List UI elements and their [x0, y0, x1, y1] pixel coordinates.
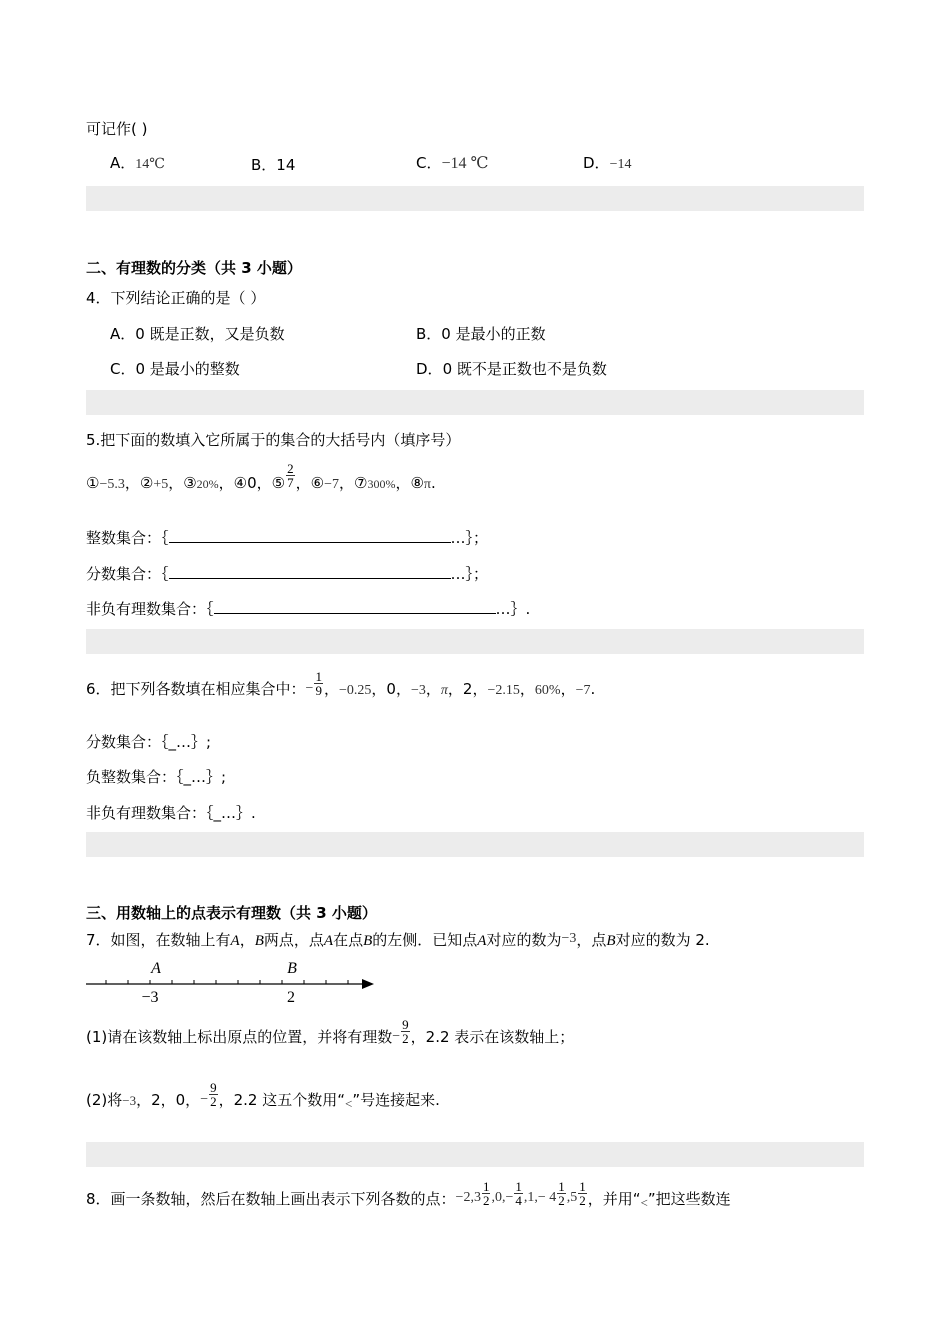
number: −0.25 — [338, 683, 372, 698]
fraction-denominator: 2 — [402, 1031, 409, 1046]
set-tail: …｝. — [495, 600, 531, 618]
q6-set-nonnegative — [86, 802, 256, 823]
option-letter: D． — [416, 360, 443, 378]
item-mark: ，③ — [168, 474, 197, 492]
item-value: π — [423, 477, 431, 492]
fraction-numerator: 1 — [579, 1179, 586, 1194]
q3-option-c — [416, 152, 488, 173]
number-list: ,0,− — [491, 1190, 514, 1205]
answer-area — [86, 186, 864, 211]
less-than-symbol: < — [345, 1096, 353, 1111]
set-tail[interactable]: _…｝. — [213, 804, 256, 822]
q7-stem — [86, 929, 710, 950]
stem-text: ，并用“ — [587, 1190, 641, 1208]
stem-text: 7．如图，在数轴上有 — [86, 931, 231, 949]
fraction-denominator: 2 — [210, 1094, 217, 1109]
item-value: 300% — [367, 477, 396, 491]
option-text: 14℃ — [135, 157, 165, 172]
point-b-label: B — [287, 960, 297, 977]
answer-area — [86, 629, 864, 654]
stem-text: 的左侧．已知点 — [372, 931, 478, 949]
item-mark: ，⑦ — [338, 474, 368, 492]
set-label: 非负有理数集合：｛ — [86, 600, 214, 618]
point-label: A — [477, 933, 487, 949]
separator: ， — [239, 931, 255, 949]
tick-label-b: 2 — [287, 989, 295, 1006]
q7-part2: (2)将−3，2，0，− $\frac{9}{2}$ ，2.2 这五个数用“<”号连接起来. — [86, 1080, 440, 1111]
fill-blank[interactable] — [169, 564, 451, 579]
answer-area — [86, 832, 864, 857]
fraction — [401, 1018, 410, 1045]
stem-text: ”把这些数连 — [647, 1190, 731, 1208]
fraction-denominator: 4 — [515, 1193, 522, 1208]
fraction — [209, 1081, 218, 1108]
q4-option-c — [110, 358, 240, 379]
option-letter: B． — [416, 325, 442, 343]
period: . — [430, 474, 436, 492]
separator: ， — [447, 680, 463, 698]
item-mark: ① — [86, 474, 100, 492]
option-text: 14 — [276, 156, 296, 174]
item-mark: ，② — [124, 474, 154, 492]
fraction — [482, 1180, 491, 1207]
separator: ， — [519, 680, 535, 698]
stem-text: ，点 — [576, 931, 607, 949]
stem-text: ，2，0， — [136, 1091, 201, 1109]
stem-text: 8．画一条数轴，然后在数轴上画出表示下列各数的点： — [86, 1190, 456, 1208]
stem-text: (2)将 — [86, 1091, 123, 1109]
fill-blank[interactable] — [214, 599, 496, 614]
item-mark: ，④ — [218, 474, 248, 492]
q4-stem: 4．下列结论正确的是（ ） — [86, 289, 266, 307]
q3-stem-tail: 可记作( ) — [86, 120, 148, 138]
number: −7 — [575, 683, 591, 698]
fraction-denominator: 2 — [482, 1193, 490, 1208]
stem-text: ”号连接起来. — [352, 1091, 440, 1109]
set-tail[interactable]: _…｝; — [183, 768, 227, 786]
fill-blank[interactable] — [169, 528, 451, 543]
separator: ， — [472, 680, 488, 698]
answer-area — [86, 390, 864, 415]
tick-label-a: −3 — [141, 989, 159, 1006]
option-text: 0 是最小的正数 — [441, 325, 546, 343]
item-value: 20% — [196, 477, 219, 491]
fraction-numerator: 1 — [558, 1179, 565, 1194]
item-value: −5.3 — [99, 477, 125, 492]
point-label: A — [230, 933, 240, 949]
fraction-numerator: 2 — [287, 461, 294, 476]
q6-set-negative-integers — [86, 766, 226, 787]
set-tail[interactable]: _…｝; — [168, 733, 212, 751]
fraction — [314, 670, 323, 697]
q6-set-fractions — [86, 731, 211, 752]
fraction — [557, 1180, 566, 1207]
separator: ， — [371, 680, 387, 698]
point-label: A — [323, 933, 334, 949]
stem-text: 对应的数为 — [486, 931, 562, 949]
number: 2 — [462, 680, 473, 698]
q3-option-d — [583, 152, 631, 173]
stem-text: ，2.2 表示在该数轴上； — [410, 1028, 575, 1046]
number-list: ,5 — [566, 1190, 578, 1205]
fraction-denominator: 7 — [287, 475, 294, 490]
number: 0 — [386, 680, 396, 698]
fraction — [286, 462, 295, 489]
q4-option-d — [416, 358, 607, 379]
option-text: −14 — [609, 157, 632, 172]
stem-text: 对应的数为 2. — [615, 931, 710, 949]
stem-text: 6．把下列各数填在相应集合中： — [86, 680, 306, 698]
fraction — [578, 1180, 587, 1207]
point-label: B — [363, 933, 373, 949]
fraction-denominator: 9 — [315, 683, 322, 698]
option-letter: A． — [110, 325, 136, 343]
axis-arrow — [362, 979, 374, 989]
number: −2.15 — [487, 683, 520, 698]
q5-numbers — [86, 461, 436, 497]
value: −3 — [561, 931, 577, 946]
q3-option-b — [251, 154, 295, 175]
fraction-denominator: 2 — [579, 1193, 586, 1208]
period: . — [590, 680, 596, 698]
section-title: 三、用数轴上的点表示有理数（共 3 小题） — [86, 904, 377, 922]
set-tail: …｝； — [450, 529, 489, 547]
fraction-numerator: 1 — [482, 1179, 490, 1194]
number: 60% — [534, 683, 561, 698]
number-list: ,1,− 4 — [523, 1190, 557, 1205]
number-list: −2,3 — [455, 1190, 481, 1205]
option-text: 0 既不是正数也不是负数 — [442, 360, 607, 378]
separator: ， — [425, 680, 441, 698]
value: −3 — [122, 1093, 137, 1108]
number-line-figure — [86, 955, 386, 1010]
set-label: 负整数集合：｛ — [86, 768, 184, 786]
set-label: 分数集合：｛ — [86, 565, 169, 583]
fraction-numerator: 1 — [515, 1179, 522, 1194]
item-value: −7 — [324, 477, 339, 492]
item-value: 0 — [247, 474, 257, 492]
option-text: 0 是最小的整数 — [135, 360, 240, 378]
option-text: 0 既是正数，又是负数 — [135, 325, 285, 343]
item-mark: ，⑤ — [256, 474, 286, 492]
number: −3 — [410, 683, 426, 698]
section-title: 二、有理数的分类（共 3 小题） — [86, 259, 302, 277]
item-mark: ，⑧ — [395, 474, 424, 492]
stem-text: ，2.2 这五个数用“ — [218, 1091, 345, 1109]
option-letter: C． — [416, 154, 442, 172]
stem-text: 在点 — [333, 931, 364, 949]
q8-stem — [86, 1179, 731, 1213]
q3-option-a — [110, 152, 165, 173]
q4-option-a — [110, 323, 285, 344]
set-label: 分数集合：｛ — [86, 733, 169, 751]
answer-area — [86, 1142, 864, 1167]
stem-text: 两点，点 — [263, 931, 324, 949]
set-label: 整数集合：｛ — [86, 529, 169, 547]
option-letter: D． — [583, 154, 610, 172]
option-text: −14 ℃ — [441, 155, 489, 172]
q6-stem — [86, 669, 596, 703]
option-letter: A． — [110, 154, 136, 172]
point-a-label: A — [151, 960, 161, 977]
item-mark: ，⑥ — [295, 474, 325, 492]
fraction-denominator: 2 — [558, 1193, 565, 1208]
q5-set-integers — [86, 527, 488, 548]
fraction-numerator: 9 — [210, 1080, 217, 1095]
q4-option-b — [416, 323, 546, 344]
point-label: B — [606, 933, 616, 949]
option-letter: C． — [110, 360, 136, 378]
q5-set-nonnegative — [86, 598, 530, 619]
minus-sign: − — [305, 681, 314, 696]
separator: ， — [560, 680, 576, 698]
q5-set-fractions — [86, 563, 488, 584]
option-letter: B． — [251, 156, 277, 174]
stem-text: (1)请在该数轴上标出原点的位置，并将有理数 — [86, 1028, 393, 1046]
fraction-numerator: 1 — [315, 669, 322, 684]
separator: ， — [395, 680, 411, 698]
less-than-symbol: < — [640, 1195, 648, 1210]
point-label: B — [254, 933, 264, 949]
q5-stem: 5.把下面的数填入它所属于的集合的大括号内（填序号） — [86, 431, 461, 449]
number: π — [440, 683, 448, 698]
q7-part1: (1)请在该数轴上标出原点的位置，并将有理数− $\frac{9}{2}$ ，2.2 表示在该数轴上； — [86, 1017, 575, 1046]
item-value: +5 — [153, 477, 169, 492]
set-label: 非负有理数集合：｛ — [86, 804, 214, 822]
set-tail: …｝； — [450, 565, 489, 583]
separator: ， — [323, 680, 339, 698]
fraction — [514, 1180, 523, 1207]
fraction-numerator: 9 — [402, 1017, 409, 1032]
